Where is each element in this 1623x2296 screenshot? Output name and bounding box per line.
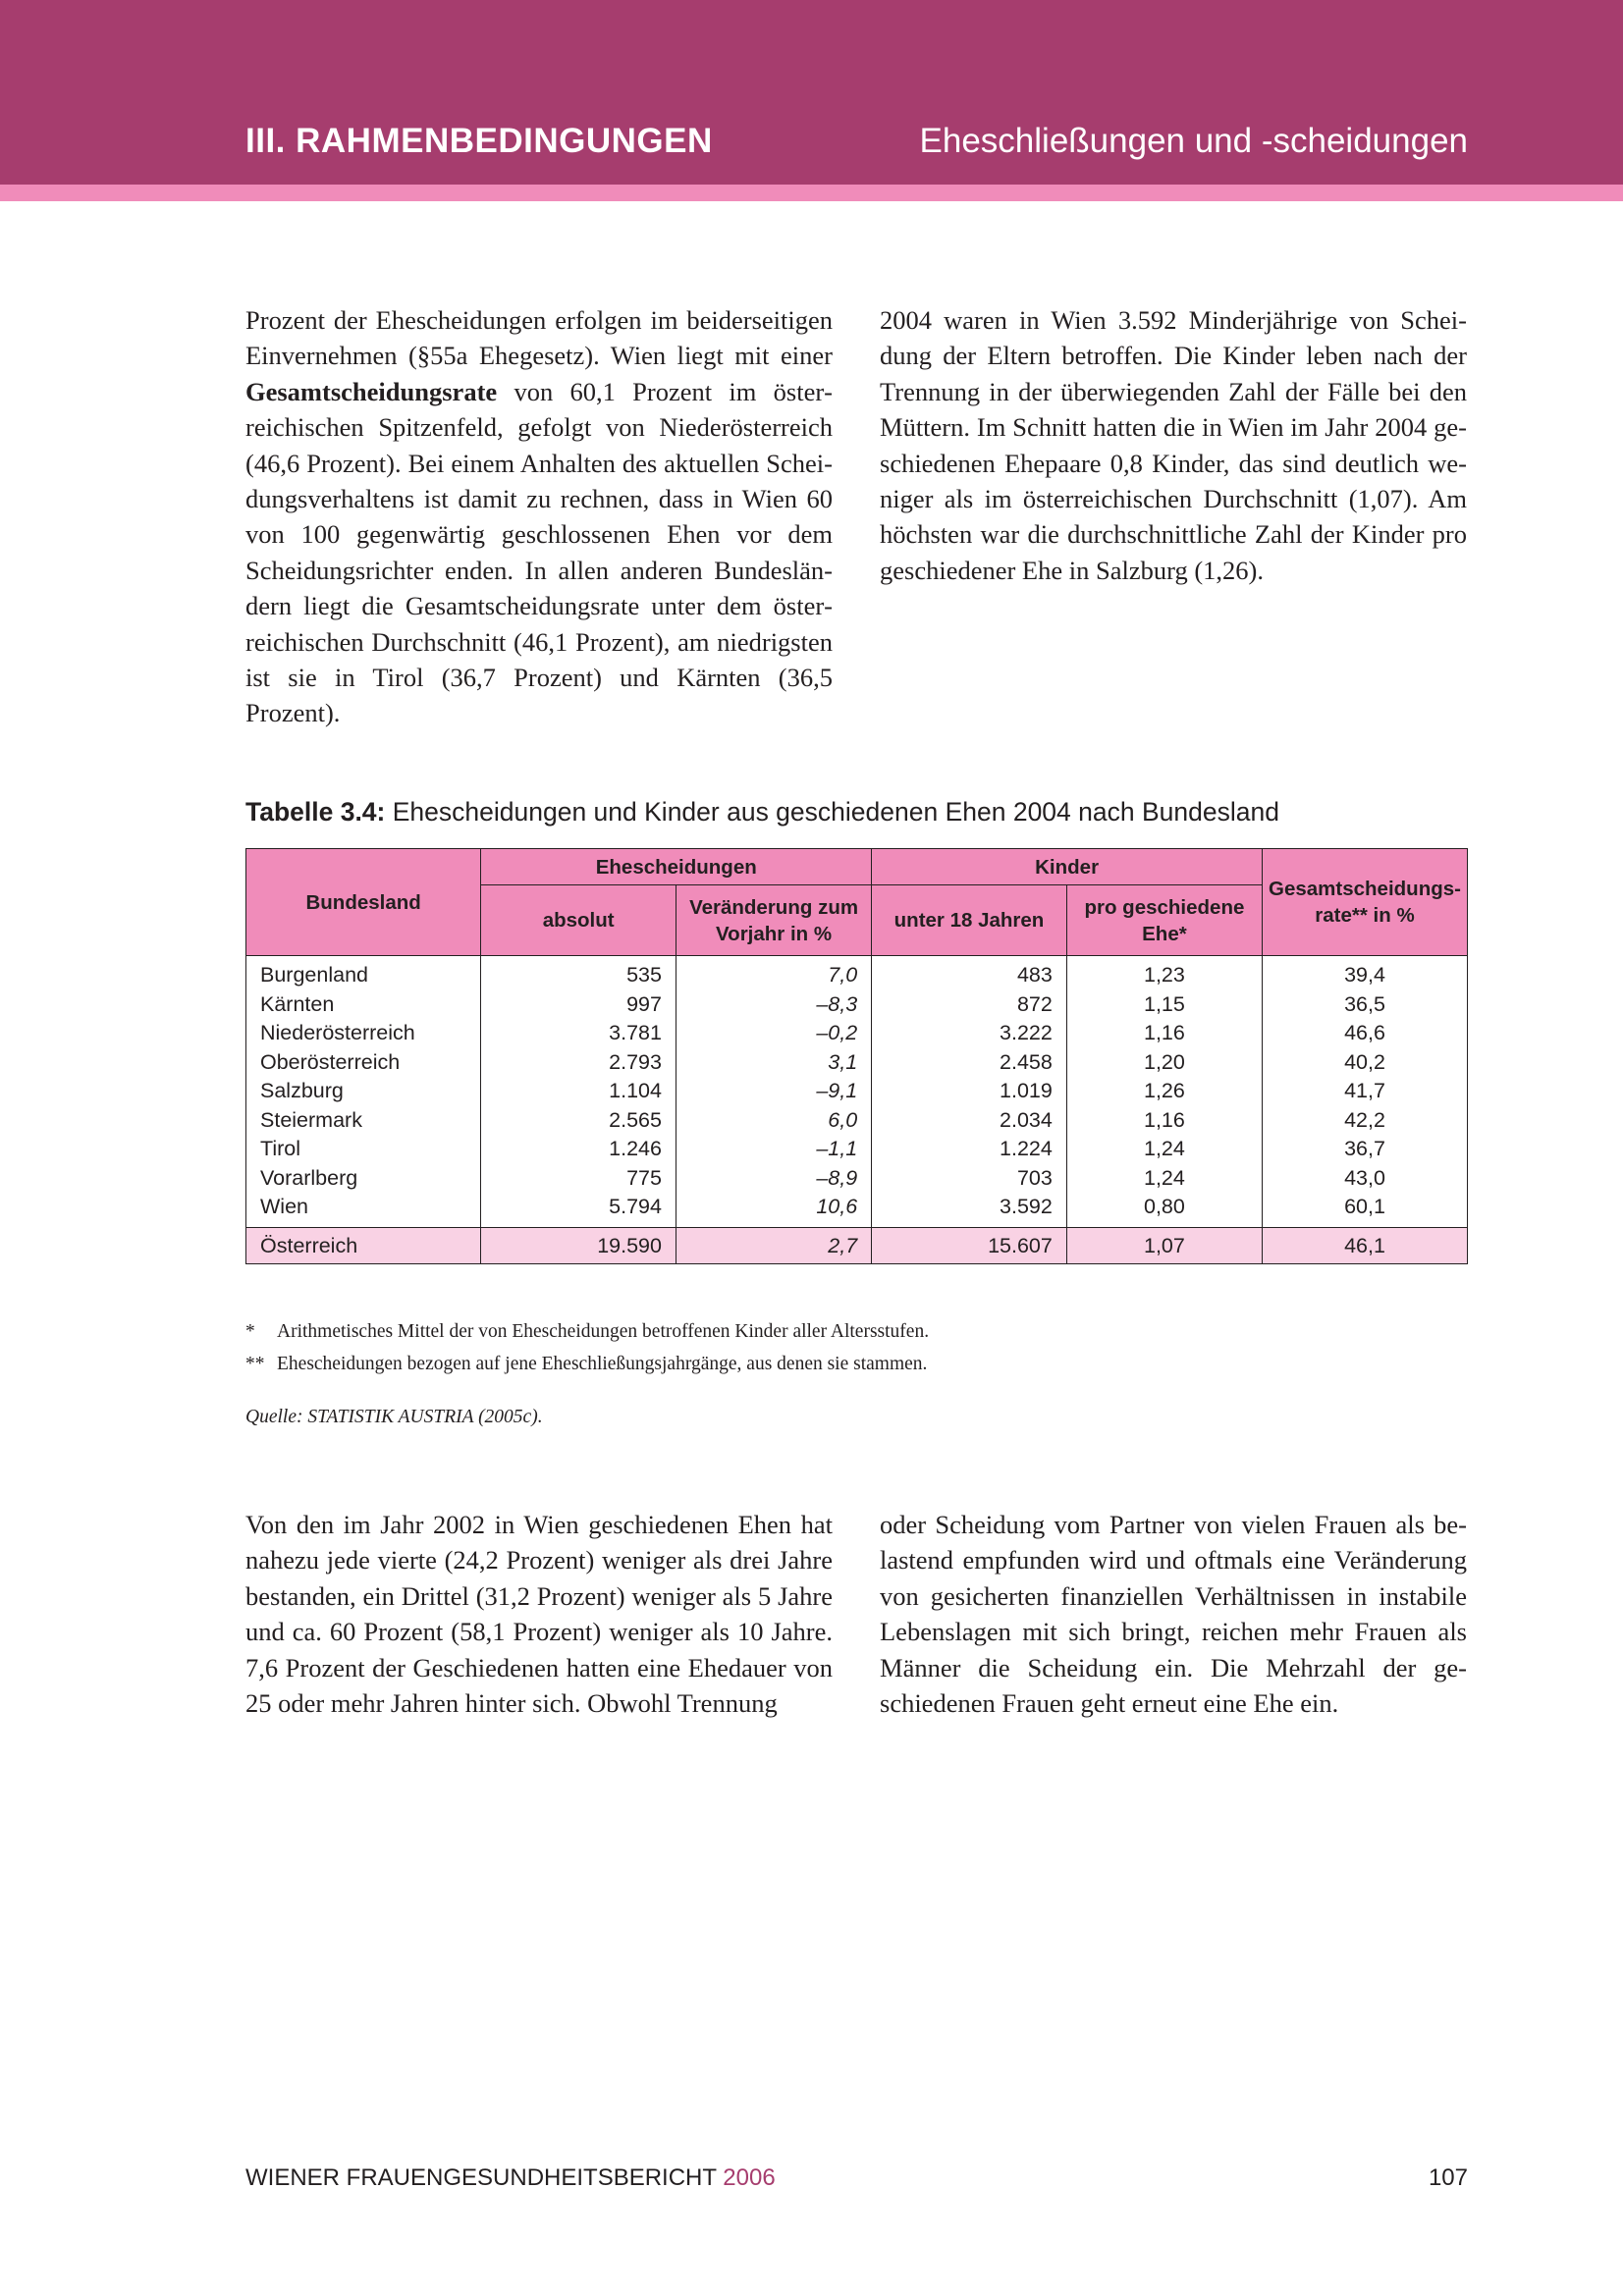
table-row [246, 1077, 1468, 1106]
table-row [246, 1019, 1468, 1048]
cell-land: Steiermark [246, 1106, 481, 1136]
footnote-text: Arithmetisches Mittel der von Ehescheidungen betroffenen Kinder aller Altersstufen. [277, 1321, 930, 1342]
paragraph: Von den im Jahr 2002 in Wien geschiedenen Ehen hat nahezu jede vierte (24,2 Prozent) weniger als drei Jahre bestanden, ein Drittel (31,2 Prozent) weniger als 5 Jahre und ca. 60 Prozent (58,1 Prozent) weniger als 10 Jahre. 7,6 Prozent der Geschiedenen hatten eine Ehedauer von 25 oder mehr Jahren hinter sich. Obwohl Trennung [245, 1510, 833, 1719]
header-rate: Gesamtscheidungs-rate** in % [1263, 849, 1468, 956]
cell-veraenderung: 7,0 [676, 956, 871, 990]
footnote-mark: * [245, 1321, 255, 1342]
cell-pro-ehe: 1,15 [1066, 990, 1262, 1020]
cell-land: Salzburg [246, 1077, 481, 1106]
header-unter18: unter 18 Jahren [872, 885, 1067, 956]
cell-unter18: 1.224 [872, 1135, 1067, 1164]
cell-veraenderung: 3,1 [676, 1048, 871, 1078]
table-row [246, 956, 1468, 990]
cell-absolut: 3.781 [481, 1019, 676, 1048]
footer-report-name: WIENER FRAUENGESUNDHEITSBERICHT [245, 2164, 717, 2191]
table-caption [245, 797, 1279, 828]
cell-veraenderung: –1,1 [676, 1135, 871, 1164]
paragraph: 2004 waren in Wien 3.592 Minderjährige von Scheidung der Eltern betroffen. Die Kinder leben nach der Trennung in der überwiegenden Zahl der Fälle bei den Müttern. Im Schnitt hatten die in Wien im Jahr 2004 geschiedenen Ehepaare 0,8 Kinder, das sind deutlich weniger als im österreichischen Durchschnitt (1,07). Am höchsten war die durchschnittliche Zahl der Kinder pro geschiedener Ehe in Salzburg (1,26). [880, 305, 1467, 585]
cell-veraenderung: –9,1 [676, 1077, 871, 1106]
chapter-title: III. RAHMENBEDINGUNGEN [245, 122, 713, 160]
cell-rate: 46,1 [1263, 1227, 1468, 1263]
cell-unter18: 2.034 [872, 1106, 1067, 1136]
cell-absolut: 535 [481, 956, 676, 990]
cell-unter18: 3.592 [872, 1193, 1067, 1227]
cell-absolut: 997 [481, 990, 676, 1020]
header-veraenderung: Veränderung zum Vorjahr in % [676, 885, 871, 956]
cell-veraenderung: 6,0 [676, 1106, 871, 1136]
section-title: Eheschließungen und -scheidungen [919, 122, 1468, 160]
cell-veraenderung: –8,9 [676, 1164, 871, 1194]
cell-veraenderung: 2,7 [676, 1227, 871, 1263]
cell-rate: 42,2 [1263, 1106, 1468, 1136]
cell-rate: 43,0 [1263, 1164, 1468, 1194]
cell-pro-ehe: 1,23 [1066, 956, 1262, 990]
cell-pro-ehe: 1,24 [1066, 1164, 1262, 1194]
cell-pro-ehe: 1,16 [1066, 1106, 1262, 1136]
cell-absolut: 1.104 [481, 1077, 676, 1106]
cell-pro-ehe: 1,24 [1066, 1135, 1262, 1164]
header-stripe [0, 185, 1623, 201]
footer-year: 2006 [723, 2164, 776, 2191]
bold-term: Gesamtscheidungsrate [245, 376, 498, 406]
footnote-mark: ** [245, 1354, 265, 1374]
cell-unter18: 2.458 [872, 1048, 1067, 1078]
body-text-top-right [880, 302, 1467, 588]
cell-rate: 36,5 [1263, 990, 1468, 1020]
divorce-table [245, 848, 1468, 1264]
table-row [246, 1193, 1468, 1227]
table-row [246, 1164, 1468, 1194]
cell-absolut: 775 [481, 1164, 676, 1194]
cell-land: Burgenland [246, 956, 481, 990]
cell-absolut: 2.565 [481, 1106, 676, 1136]
header-bundesland: Bundesland [246, 849, 481, 956]
cell-land: Niederösterreich [246, 1019, 481, 1048]
cell-veraenderung: –0,2 [676, 1019, 871, 1048]
body-text-top-left [245, 302, 833, 731]
cell-absolut: 1.246 [481, 1135, 676, 1164]
cell-pro-ehe: 1,07 [1066, 1227, 1262, 1263]
cell-pro-ehe: 0,80 [1066, 1193, 1262, 1227]
body-text-bottom-left [245, 1507, 833, 1721]
header-absolut: absolut [481, 885, 676, 956]
cell-unter18: 483 [872, 956, 1067, 990]
cell-pro-ehe: 1,20 [1066, 1048, 1262, 1078]
footnotes [245, 1315, 1468, 1380]
cell-rate: 46,6 [1263, 1019, 1468, 1048]
header-ehescheidungen: Ehescheidungen [481, 849, 872, 885]
cell-rate: 39,4 [1263, 956, 1468, 990]
cell-veraenderung: 10,6 [676, 1193, 871, 1227]
table-row [246, 1106, 1468, 1136]
table-source: Quelle: STATISTIK AUSTRIA (2005c). [245, 1407, 543, 1427]
header-pro-ehe: pro geschiedene Ehe* [1066, 885, 1262, 956]
cell-unter18: 1.019 [872, 1077, 1067, 1106]
cell-unter18: 703 [872, 1164, 1067, 1194]
footnote-text: Ehescheidungen bezogen auf jene Eheschließungsjahrgänge, aus denen sie stammen. [277, 1354, 928, 1374]
cell-land: Vorarlberg [246, 1164, 481, 1194]
cell-unter18: 3.222 [872, 1019, 1067, 1048]
table-caption-text: Ehescheidungen und Kinder aus geschiedenen Ehen 2004 nach Bundesland [392, 797, 1279, 827]
text-part: Prozent der Ehescheidungen erfolgen im beiderseitigen Einvernehmen (§55a Ehegesetz). Wien liegt mit einer [245, 305, 833, 371]
cell-unter18: 15.607 [872, 1227, 1067, 1263]
cell-land: Österreich [246, 1227, 481, 1263]
cell-absolut: 19.590 [481, 1227, 676, 1263]
cell-rate: 60,1 [1263, 1193, 1468, 1227]
cell-unter18: 872 [872, 990, 1067, 1020]
page-number: 107 [1428, 2164, 1468, 2191]
cell-land: Wien [246, 1193, 481, 1227]
footnote [245, 1315, 1468, 1348]
cell-rate: 36,7 [1263, 1135, 1468, 1164]
cell-rate: 41,7 [1263, 1077, 1468, 1106]
table-caption-label: Tabelle 3.4: [245, 797, 386, 827]
footnote [245, 1348, 1468, 1380]
table-row [246, 1135, 1468, 1164]
cell-land: Kärnten [246, 990, 481, 1020]
body-text-bottom-right [880, 1507, 1467, 1721]
table-row [246, 990, 1468, 1020]
table-total-row [246, 1227, 1468, 1263]
table-row [246, 1048, 1468, 1078]
text-part: von 60,1 Prozent im österreichischen Spitzenfeld, gefolgt von Niederösterreich (46,6 Prozent). Bei einem Anhalten des aktuellen Scheidungsverhaltens ist damit zu rechnen, dass in Wien 60 von 100 gegenwärtig geschlossenen Ehen vor dem Scheidungsrichter enden. In allen anderen Bundesländern liegt die Gesamtscheidungsrate unter dem österreichischen Durchschnitt (46,1 Prozent), am niedrigsten ist sie in Tirol (36,7 Prozent) und Kärnten (36,5 Prozent). [245, 376, 833, 728]
paragraph: oder Scheidung vom Partner von vielen Frauen als belastend empfunden wird und oftmals eine Veränderung von gesicherten finanziellen Verhältnissen in instabile Lebenslagen mit sich bringt, reichen mehr Frauen als Männer die Scheidung ein. Die Mehrzahl der geschiedenen Frauen geht erneut eine Ehe ein. [880, 1510, 1467, 1719]
cell-veraenderung: –8,3 [676, 990, 871, 1020]
cell-absolut: 5.794 [481, 1193, 676, 1227]
cell-pro-ehe: 1,16 [1066, 1019, 1262, 1048]
cell-absolut: 2.793 [481, 1048, 676, 1078]
cell-pro-ehe: 1,26 [1066, 1077, 1262, 1106]
header-kinder: Kinder [872, 849, 1263, 885]
cell-land: Oberösterreich [246, 1048, 481, 1078]
footer-title [245, 2164, 776, 2192]
cell-rate: 40,2 [1263, 1048, 1468, 1078]
cell-land: Tirol [246, 1135, 481, 1164]
